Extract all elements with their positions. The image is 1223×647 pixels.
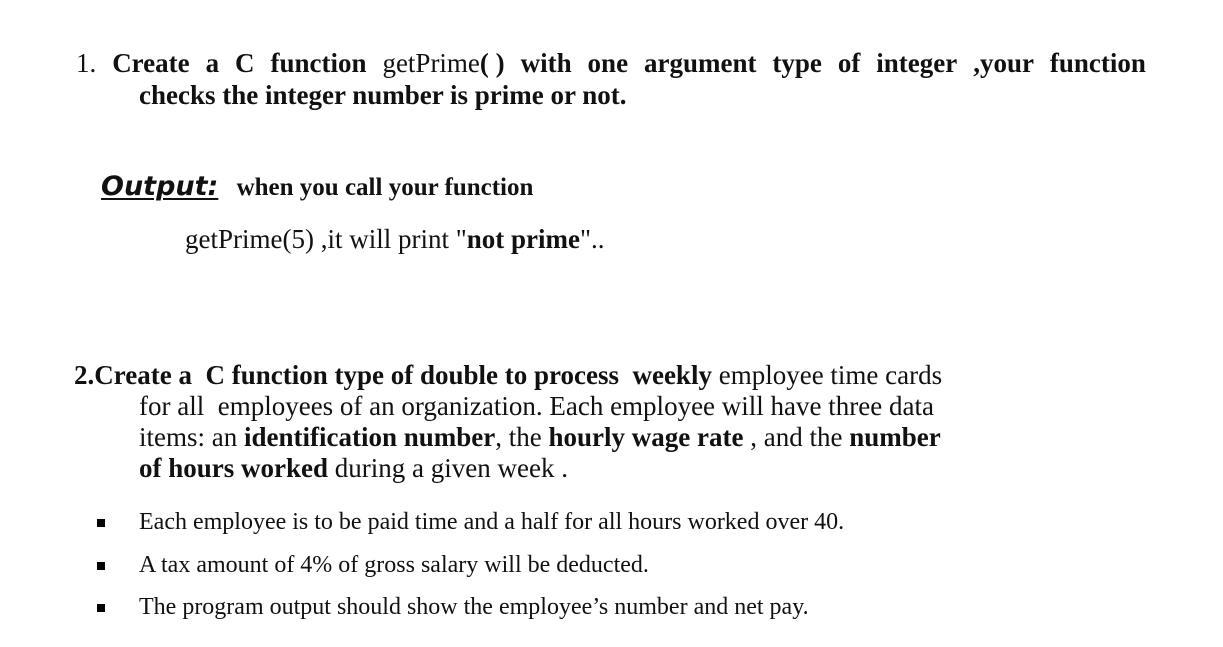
output-label: Output:: [101, 171, 219, 202]
question-2-text-run: 2.Create a C function type of double to process weekly: [74, 360, 712, 390]
question-1-word-part: ,your: [973, 48, 1034, 78]
output-heading-row: [101, 171, 533, 202]
question-1-word: [235, 48, 255, 79]
question-1-word: [270, 48, 366, 79]
question-1-word: [206, 48, 220, 79]
question-1-word-part: ( ): [479, 48, 505, 78]
question-1-word: [644, 48, 756, 79]
bullet-item: [97, 509, 844, 536]
question-1-word: [382, 48, 504, 79]
output-example-result: not prime: [466, 224, 580, 254]
output-example-end: "..: [579, 224, 605, 254]
bullet-text: The program output should show the employee’s number and net pay.: [139, 594, 809, 620]
question-2-line: [139, 422, 941, 453]
question-1-word-part: type: [772, 48, 822, 78]
question-2-text-run: identification number: [243, 422, 496, 452]
question-2-text-run: , the: [495, 422, 549, 452]
question-1-word-part: function: [270, 48, 367, 78]
question-1-word: [876, 48, 957, 79]
output-intro: when you call your function: [236, 174, 534, 201]
question-1-continuation: checks the integer number is prime or not.: [139, 80, 627, 110]
question-2-text-run: number: [849, 422, 941, 452]
question-1-word-part: of: [837, 48, 861, 78]
question-1-word: [112, 48, 189, 79]
question-1-word: [521, 48, 572, 79]
output-example-call: getPrime(5) ,it will print ": [185, 224, 467, 254]
question-1-word-part: a: [205, 48, 220, 78]
question-2-text-run: hourly wage rate: [548, 422, 744, 452]
question-1-word-part: function: [1049, 48, 1146, 78]
question-1-word: [1050, 48, 1146, 79]
bullet-item: [97, 594, 809, 621]
question-1-word: [838, 48, 861, 79]
question-1-word-part: one: [587, 48, 629, 78]
square-bullet-icon: [97, 519, 105, 527]
question-1-first-line: [76, 48, 1146, 79]
square-bullet-icon: [97, 562, 105, 570]
question-1-word-part: integer: [876, 48, 958, 78]
question-1-word-part: 1.: [76, 48, 97, 78]
question-1-word-part: with: [520, 48, 572, 78]
question-2-text-run: during a given week .: [328, 453, 568, 483]
question-2-text-run: , and the: [743, 422, 850, 452]
question-2-text-run: of hours worked: [139, 453, 329, 483]
question-2-line: [139, 391, 934, 422]
question-1-word: [588, 48, 629, 79]
question-1-word: [76, 48, 96, 79]
output-example: [185, 224, 605, 255]
question-2-text-run: items: an: [139, 422, 244, 452]
question-1-word: [973, 48, 1034, 79]
square-bullet-icon: [97, 604, 105, 612]
question-1-second-line: [139, 80, 626, 111]
question-1-word-part: getPrime: [382, 48, 480, 78]
question-2-line: [74, 360, 942, 391]
question-1-word: [772, 48, 822, 79]
question-2-line: [139, 453, 568, 484]
question-2-text-run: for all employees of an organization. Each employee will have three data: [139, 391, 934, 421]
question-1-word-part: Create: [112, 48, 190, 78]
bullet-text: Each employee is to be paid time and a half for all hours worked over 40.: [139, 509, 845, 535]
bullet-text: A tax amount of 4% of gross salary will be deducted.: [139, 552, 649, 578]
bullet-item: [97, 552, 649, 579]
question-2-text-run: employee time cards: [711, 360, 943, 390]
question-1-word-part: C: [235, 48, 255, 78]
question-1-word-part: argument: [643, 48, 757, 78]
